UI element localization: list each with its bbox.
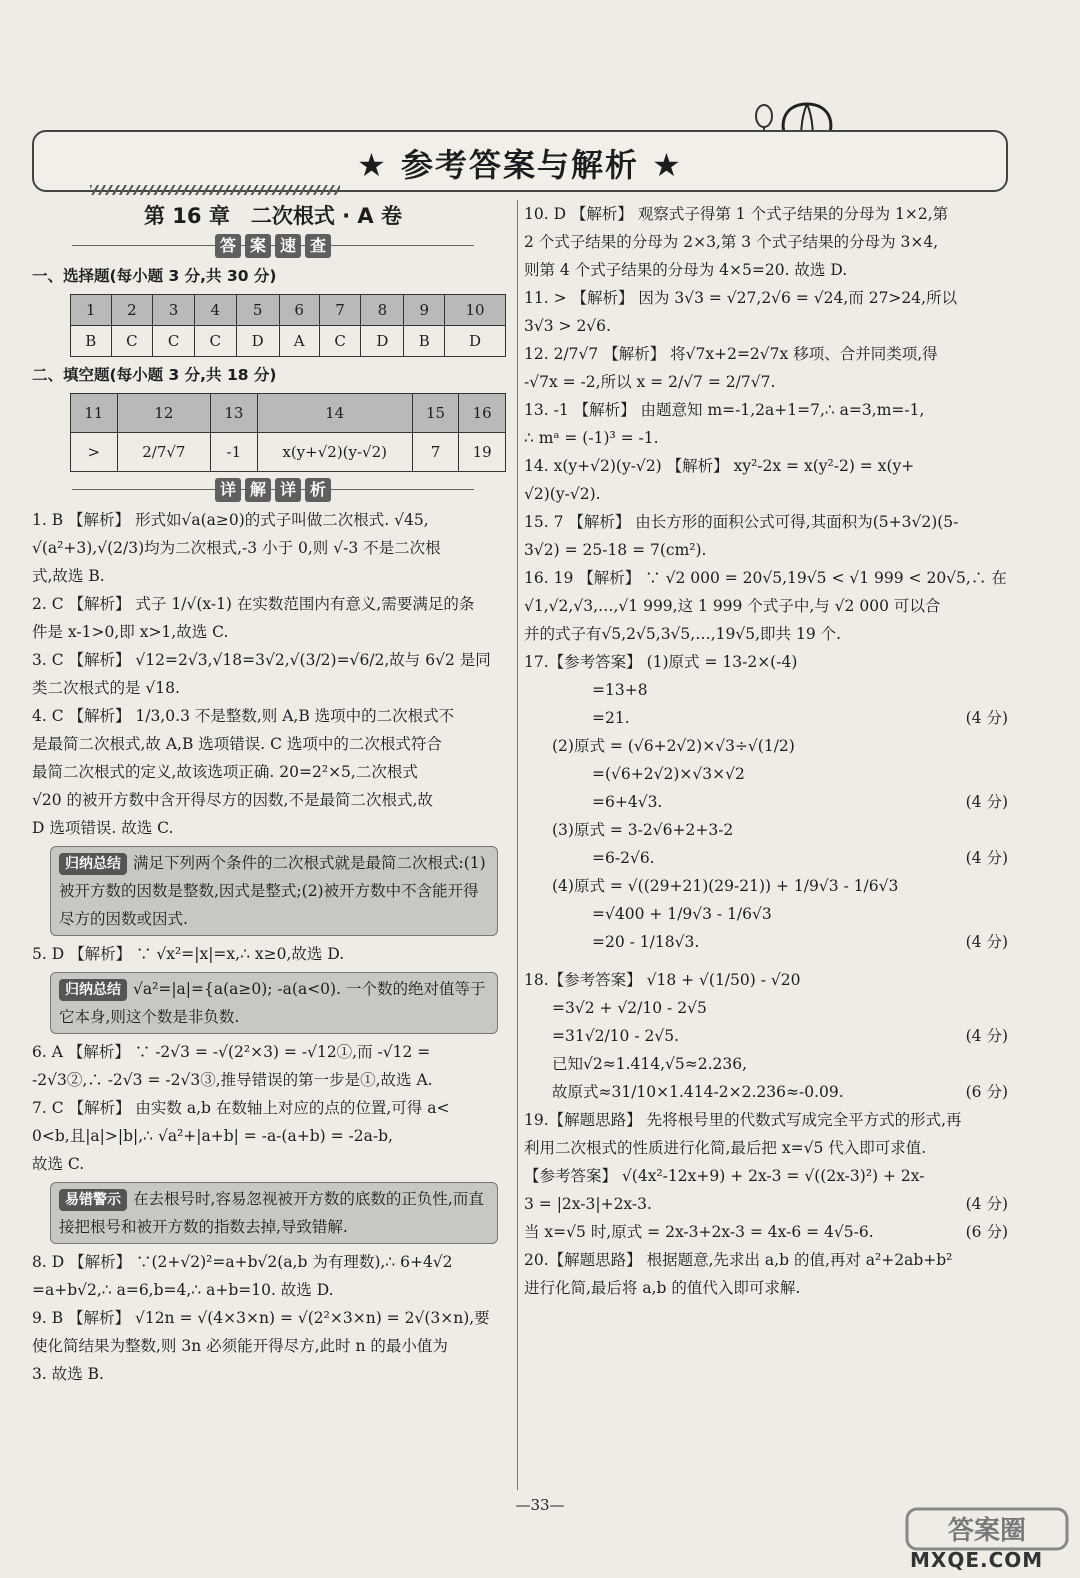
detail-char: 详 xyxy=(275,478,301,502)
table-cell: -1 xyxy=(211,433,258,472)
solution-line: 4. C 【解析】 1/3,0.3 不是整数,则 A,B 选项中的二次根式不 xyxy=(32,707,455,725)
quick-check-char: 答 xyxy=(215,234,241,258)
solutions-10-16 xyxy=(524,200,1008,648)
detail-char: 详 xyxy=(215,478,241,502)
table-cell: 14 xyxy=(257,394,412,433)
solutions-8-9 xyxy=(32,1248,514,1388)
score-label: (4 分) xyxy=(965,1195,1008,1213)
table-cell: 2 xyxy=(111,295,153,326)
quick-check-char: 案 xyxy=(245,234,271,258)
step-text: 故原式≈31/10×1.414-2×2.236≈-0.09. xyxy=(552,1083,844,1101)
solution-line xyxy=(524,732,1008,760)
q18-head: 18.【参考答案】 √18 + √(1/50) - √20 xyxy=(524,971,801,989)
solution-line: 使化简结果为整数,则 3n 必须能开得尽方,此时 n 的最小值为 xyxy=(32,1337,448,1355)
step-text: 已知√2≈1.414,√5≈2.236, xyxy=(552,1055,748,1073)
table-cell: 1 xyxy=(71,295,112,326)
solution-line: -2√3②,∴ -2√3 = -2√3③,推导错误的第一步是①,故选 A. xyxy=(32,1071,433,1089)
solution-line: 进行化简,最后将 a,b 的值代入即可求解. xyxy=(524,1279,801,1297)
table-cell: 6 xyxy=(279,295,319,326)
solution-line xyxy=(524,1190,1008,1218)
detail-char: 析 xyxy=(305,478,331,502)
solutions-6-7 xyxy=(32,1038,514,1178)
step-text: 【参考答案】 √(4x²-12x+9) + 2x-3 = √((2x-3)²) + 2x- xyxy=(524,1167,925,1185)
solution-line: 15. 7 【解析】 由长方形的面积公式可得,其面积为(5+3√2)(5- xyxy=(524,513,959,531)
solution-line: 1. B 【解析】 形式如√a(a≥0)的式子叫做二次根式. √45, xyxy=(32,511,429,529)
table-cell: 7 xyxy=(319,295,361,326)
solution-line xyxy=(524,676,1008,704)
solution-5 xyxy=(32,940,514,968)
solution-line: 最简二次根式的定义,故该选项正确. 20=2²×5,二次根式 xyxy=(32,763,418,781)
solution-line xyxy=(524,704,1008,732)
solution-line: 件是 x-1>0,即 x>1,故选 C. xyxy=(32,623,229,641)
score-label: (4 分) xyxy=(965,933,1008,951)
solution-line: 0<b,且|a|>|b|,∴ √a²+|a+b| = -a-(a+b) = -2a-b, xyxy=(32,1127,393,1145)
solution-line xyxy=(524,788,1008,816)
solution-line: =a+b√2,∴ a=6,b=4,∴ a+b=10. 故选 D. xyxy=(32,1281,334,1299)
watermark-logo-text: 答案圈 xyxy=(947,1516,1027,1546)
table-cell: A xyxy=(279,326,319,357)
score-label: (4 分) xyxy=(965,1027,1008,1045)
solution-line: 9. B 【解析】 √12n = √(4×3×n) = √(2²×3×n) = 2√(3×n),要 xyxy=(32,1309,490,1327)
solution-line xyxy=(524,1218,1008,1246)
fill-answer-table xyxy=(70,393,506,472)
score-label: (4 分) xyxy=(965,849,1008,867)
table-cell: D xyxy=(445,326,506,357)
q18-steps xyxy=(524,994,1008,1106)
solution-line: √1,√2,√3,…,√1 999,这 1 999 个式子中,与 √2 000 可以合 xyxy=(524,597,941,615)
warning-tag: 易错警示 xyxy=(59,1189,127,1211)
quick-check-heading xyxy=(32,232,514,260)
table-cell: C xyxy=(153,326,195,357)
solution-line xyxy=(552,1078,1008,1106)
q20-solution xyxy=(524,1246,1008,1302)
title-banner xyxy=(32,130,1008,192)
step-text: 19.【解题思路】 先将根号里的代数式写成完全平方式的形式,再 xyxy=(524,1111,962,1129)
chapter-title: 第 16 章 二次根式 · A 卷 xyxy=(143,204,402,228)
solution-line: -√7x = -2,所以 x = 2/√7 = 2/7√7. xyxy=(524,373,776,391)
solution-line: ∴ mᵃ = (-1)³ = -1. xyxy=(524,429,659,447)
table-cell: C xyxy=(111,326,153,357)
table-cell: 4 xyxy=(194,295,236,326)
solution-line: 3. 故选 B. xyxy=(32,1365,104,1383)
table-cell: 16 xyxy=(459,394,506,433)
section-choice: 一、选择题(每小题 3 分,共 30 分) xyxy=(32,267,277,285)
solution-line xyxy=(524,816,1008,844)
score-label: (4 分) xyxy=(965,709,1008,727)
solution-line: √2)(y-√2). xyxy=(524,485,601,503)
table-cell: D xyxy=(236,326,279,357)
table-cell: B xyxy=(404,326,445,357)
solution-line: 8. D 【解析】 ∵(2+√2)²=a+b√2(a,b 为有理数),∴ 6+4√2 xyxy=(32,1253,453,1271)
solution-line xyxy=(552,994,1008,1022)
step-text: =√400 + 1/9√3 - 1/6√3 xyxy=(592,905,772,923)
step-text: (3)原式 = 3-2√6+2+3-2 xyxy=(552,821,734,839)
solution-line: 13. -1 【解析】 由题意知 m=-1,2a+1=7,∴ a=3,m=-1, xyxy=(524,401,925,419)
solution-line: 5. D 【解析】 ∵ √x²=|x|=x,∴ x≥0,故选 D. xyxy=(32,945,345,963)
table-cell: B xyxy=(71,326,112,357)
table-cell: 15 xyxy=(412,394,459,433)
step-text: =20 - 1/18√3. xyxy=(592,933,700,951)
score-label: (6 分) xyxy=(965,1083,1008,1101)
solution-line: 2. C 【解析】 式子 1/√(x-1) 在实数范围内有意义,需要满足的条 xyxy=(32,595,475,613)
warning-text: 在去根号时,容易忽视被开方数的底数的正负性,而直接把根号和被开方数的指数去掉,导致错解. xyxy=(59,1190,484,1236)
left-column xyxy=(32,200,514,1388)
solution-line: 14. x(y+√2)(y-√2) 【解析】 xy²-2x = x(y²-2) = x(y+ xyxy=(524,457,915,475)
table-cell: C xyxy=(194,326,236,357)
solution-line xyxy=(524,872,1008,900)
step-text: =31√2/10 - 2√5. xyxy=(552,1027,680,1045)
table-cell: 13 xyxy=(211,394,258,433)
step-text: =6+4√3. xyxy=(592,793,663,811)
step-text: =(√6+2√2)×√3×√2 xyxy=(592,765,745,783)
solution-line: 3. C 【解析】 √12=2√3,√18=3√2,√(3/2)=√6/2,故与 6√2 是同 xyxy=(32,651,491,669)
solution-line: 11. > 【解析】 因为 3√3 = √27,2√6 = √24,而 27>24,所以 xyxy=(524,289,958,307)
table-cell: D xyxy=(361,326,404,357)
table-cell: 10 xyxy=(445,295,506,326)
section-fill: 二、填空题(每小题 3 分,共 18 分) xyxy=(32,366,277,384)
step-text: (2)原式 = (√6+2√2)×√3÷√(1/2) xyxy=(552,737,795,755)
step-text: =6-2√6. xyxy=(592,849,655,867)
q17-head: 17.【参考答案】 (1)原式 = 13-2×(-4) xyxy=(524,653,798,671)
table-cell: 19 xyxy=(459,433,506,472)
table-cell: 11 xyxy=(71,394,118,433)
solution-line: 是最简二次根式,故 A,B 选项错误. C 选项中的二次根式符合 xyxy=(32,735,442,753)
solution-line: 20.【解题思路】 根据题意,先求出 a,b 的值,再对 a²+2ab+b² xyxy=(524,1251,953,1269)
solution-line: 类二次根式的是 √18. xyxy=(32,679,180,697)
page-number: —33— xyxy=(515,1496,565,1514)
solution-line: 式,故选 B. xyxy=(32,567,105,585)
solution-line: 故选 C. xyxy=(32,1155,85,1173)
solution-line: 7. C 【解析】 由实数 a,b 在数轴上对应的点的位置,可得 a< xyxy=(32,1099,450,1117)
solution-line: D 选项错误. 故选 C. xyxy=(32,819,174,837)
table-cell: 3 xyxy=(153,295,195,326)
summary-tag: 归纳总结 xyxy=(59,853,127,875)
solutions-1-4 xyxy=(32,506,514,842)
column-divider xyxy=(517,200,518,1490)
step-text: =3√2 + √2/10 - 2√5 xyxy=(552,999,707,1017)
decorative-stripe xyxy=(90,185,340,195)
table-cell: > xyxy=(71,433,118,472)
solution-line xyxy=(524,1134,1008,1162)
detail-heading xyxy=(32,476,514,504)
solution-line: √(a²+3),√(2/3)均为二次根式,-3 小于 0,则 √-3 不是二次根 xyxy=(32,539,441,557)
solution-line xyxy=(552,1022,1008,1050)
summary-note xyxy=(50,846,498,936)
step-text: 3 = |2x-3|+2x-3. xyxy=(524,1195,652,1213)
watermark-text: MXQE.COM xyxy=(910,1548,1044,1572)
quick-check-char: 查 xyxy=(305,234,331,258)
summary-tag: 归纳总结 xyxy=(59,979,127,1001)
score-label: (4 分) xyxy=(965,793,1008,811)
table-cell: 8 xyxy=(361,295,404,326)
solution-line xyxy=(524,900,1008,928)
summary-text: 满足下列两个条件的二次根式就是最简二次根式:(1)被开方数的因数是整数,因式是整式;(2)被开方数中不含能开得尽方的因数或因式. xyxy=(59,854,486,928)
table-cell: 9 xyxy=(404,295,445,326)
solution-line: 则第 4 个式子结果的分母为 4×5=20. 故选 D. xyxy=(524,261,848,279)
table-cell: 12 xyxy=(117,394,210,433)
solution-line xyxy=(524,760,1008,788)
q17-steps xyxy=(524,676,1008,956)
solution-line: 2 个式子结果的分母为 2×3,第 3 个式子结果的分母为 3×4, xyxy=(524,233,939,251)
step-text: =13+8 xyxy=(592,681,648,699)
solution-line xyxy=(524,844,1008,872)
solution-line: 10. D 【解析】 观察式子得第 1 个式子结果的分母为 1×2,第 xyxy=(524,205,949,223)
solution-line xyxy=(524,928,1008,956)
solution-line: 12. 2/7√7 【解析】 将√7x+2=2√7x 移项、合并同类项,得 xyxy=(524,345,938,363)
quick-check-char: 速 xyxy=(275,234,301,258)
page-title: ★ 参考答案与解析 ★ xyxy=(357,146,683,184)
step-text: (4)原式 = √((29+21)(29-21)) + 1/9√3 - 1/6√3 xyxy=(552,877,899,895)
solution-line: 6. A 【解析】 ∵ -2√3 = -√(2²×3) = -√12①,而 -√12 = xyxy=(32,1043,431,1061)
detail-char: 解 xyxy=(245,478,271,502)
solution-line xyxy=(552,1050,1008,1078)
warning-note xyxy=(50,1182,498,1244)
step-text: =21. xyxy=(592,709,630,727)
right-column xyxy=(524,200,1008,1302)
score-label: (6 分) xyxy=(965,1223,1008,1241)
solution-line: 并的式子有√5,2√5,3√5,…,19√5,即共 19 个. xyxy=(524,625,842,643)
solution-line: 16. 19 【解析】 ∵ √2 000 = 20√5,19√5 < √1 999 < 20√5,∴ 在 xyxy=(524,569,1007,587)
step-text: 当 x=√5 时,原式 = 2x-3+2x-3 = 4x-6 = 4√5-6. xyxy=(524,1223,874,1241)
q19-solution xyxy=(524,1106,1008,1246)
table-cell: 7 xyxy=(412,433,459,472)
solution-line: 3√2) = 25-18 = 7(cm²). xyxy=(524,541,707,559)
choice-answer-table xyxy=(70,294,506,357)
table-cell: x(y+√2)(y-√2) xyxy=(257,433,412,472)
solution-line xyxy=(524,1162,1008,1190)
table-cell: 5 xyxy=(236,295,279,326)
step-text: 利用二次根式的性质进行化简,最后把 x=√5 代入即可求值. xyxy=(524,1139,927,1157)
solution-line xyxy=(524,1106,1008,1134)
solution-line: 3√3 > 2√6. xyxy=(524,317,611,335)
solution-line: √20 的被开方数中含开得尽方的因数,不是最简二次根式,故 xyxy=(32,791,433,809)
summary-text: √a²=|a|={a(a≥0); -a(a<0). 一个数的绝对值等于它本身,则这个数是非负数. xyxy=(59,980,486,1026)
table-cell: C xyxy=(319,326,361,357)
summary-note xyxy=(50,972,498,1034)
table-cell: 2/7√7 xyxy=(117,433,210,472)
